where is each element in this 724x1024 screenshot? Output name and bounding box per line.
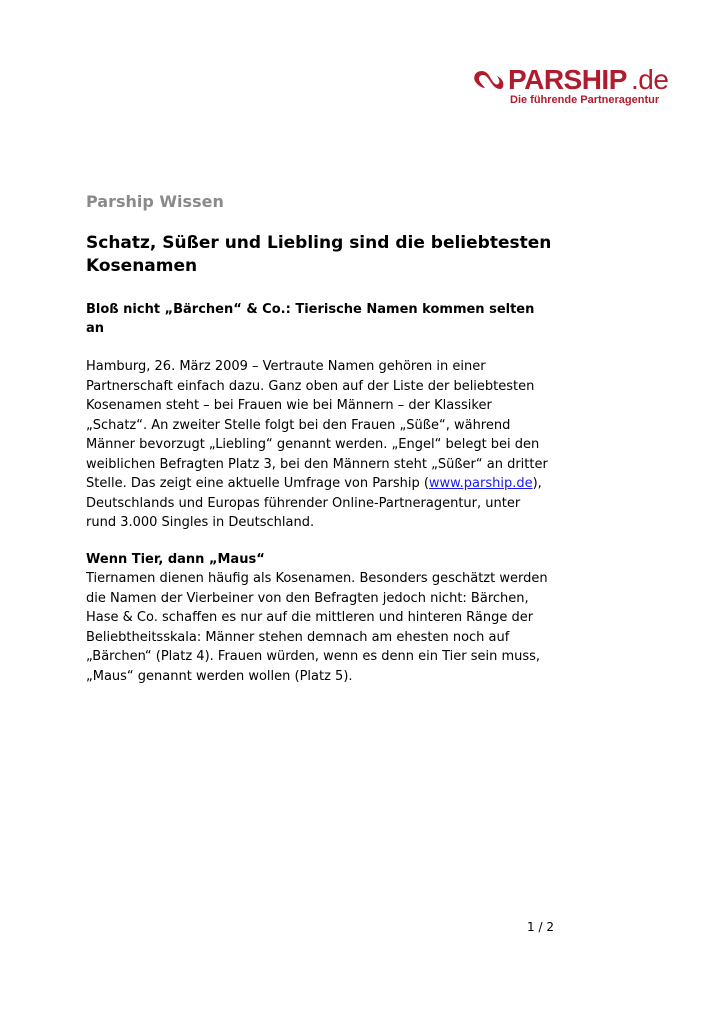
subheadline: Bloß nicht „Bärchen“ & Co.: Tierische Namen kommen selten an (86, 302, 535, 336)
parship-website-link[interactable]: www.parship.de (428, 476, 533, 491)
intro-paragraph (86, 357, 554, 533)
parship-logo (472, 64, 672, 110)
headline: Schatz, Süßer und Liebling sind die beliebtesten Kosenamen (86, 233, 552, 276)
logo-tld: .de (631, 64, 669, 95)
parship-heart-link-icon (472, 69, 504, 91)
page-number: 1 / 2 (527, 920, 554, 934)
section-heading-maus: Wenn Tier, dann „Maus“ (86, 551, 265, 567)
logo-wordmark: PARSHIP (508, 64, 627, 95)
intro-text-before-link: Hamburg, 26. März 2009 – Vertraute Namen gehören in einer Partnerschaft einfach dazu. Ganz oben auf der Liste der beliebtesten Kosenamen steht – bei Frauen wie bei Männern – der Klassiker „Schatz“. An zweiter Stelle folgt bei den Frauen „Süße“, während Männer bevorzugt „Liebling“ genannt werden. „Engel“ belegt bei den weiblichen Befragten Platz 3, bei den Männern steht „Süßer“ an dritter Stelle. Das zeigt eine aktuelle Umfrage von Parship ( (86, 359, 548, 491)
section-paragraph-maus: Tiernamen dienen häufig als Kosenamen. Besonders geschätzt werden die Namen der Vierbeiner von den Befragten jedoch nicht: Bärchen, Hase & Co. schaffen es nur auf die mittleren und hinteren Ränge der Beliebtheitsskala: Männer stehen demnach am ehesten noch auf „Bärchen“ (Platz 4). Frauen würden, wenn es denn ein Tier sein muss, „Maus“ genannt werden wollen (Platz 5). (86, 571, 548, 684)
section-label: Parship Wissen (86, 192, 224, 211)
document-body (86, 190, 554, 686)
logo-tagline: Die führende Partneragentur (510, 94, 660, 106)
intro-text-after-link: ), Deutschlands und Europas führender Online-Partneragentur, unter rund 3.000 Singles in Deutschland. (86, 476, 542, 530)
